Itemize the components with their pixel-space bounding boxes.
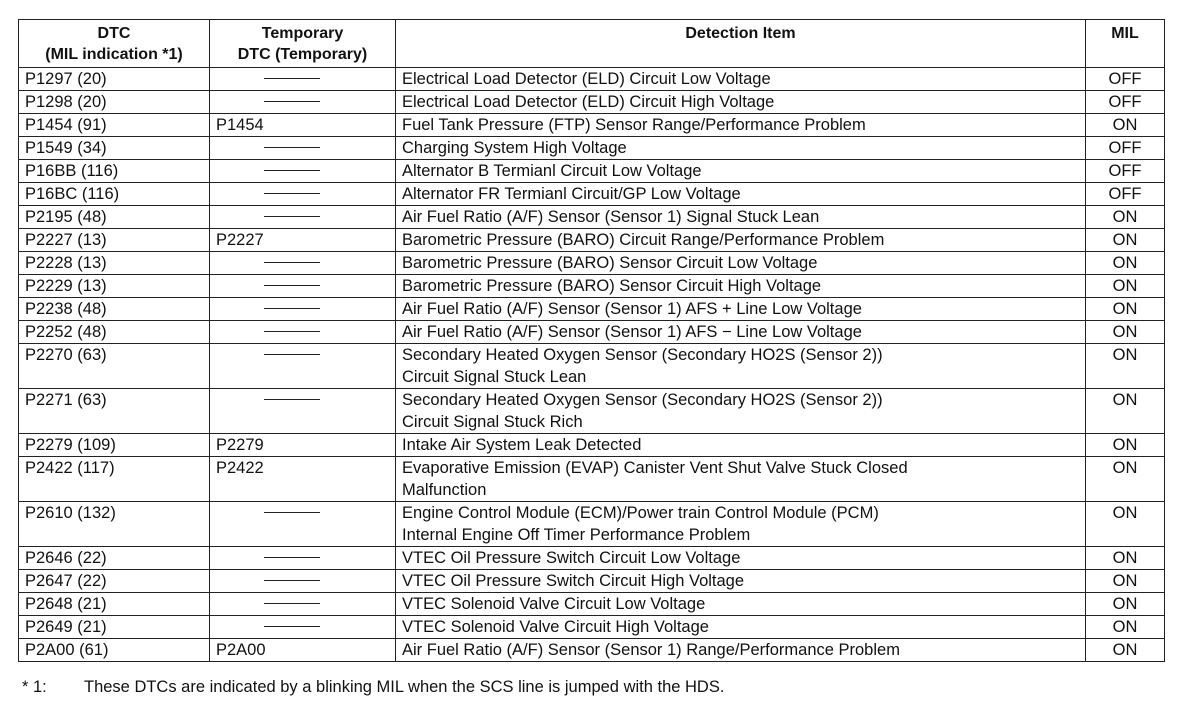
no-temporary-dash [264,354,320,355]
no-temporary-dash [264,580,320,581]
dtc-table [18,19,1165,662]
mil-status-cell: ON [1086,639,1165,662]
temporary-dtc-cell [210,593,396,616]
header-dtc [19,20,210,68]
table-header-row [19,20,1165,68]
detection-item-line1: Electrical Load Detector (ELD) Circuit High Voltage [402,93,775,111]
table-row [19,137,1165,160]
temporary-dtc-cell [210,275,396,298]
dtc-code-cell: P2270 (63) [19,344,210,389]
no-temporary-dash [264,216,320,217]
table-row [19,275,1165,298]
detection-item-line1: Air Fuel Ratio (A/F) Sensor (Sensor 1) AFS + Line Low Voltage [402,300,862,318]
mil-status-cell: ON [1086,229,1165,252]
mil-status-cell: ON [1086,321,1165,344]
dtc-code-cell: P2648 (21) [19,593,210,616]
detection-item-line1: Charging System High Voltage [402,139,627,157]
no-temporary-dash [264,170,320,171]
detection-item-line1: Secondary Heated Oxygen Sensor (Secondary HO2S (Sensor 2)) [402,346,883,364]
temporary-dtc-cell [210,344,396,389]
mil-status-cell: ON [1086,114,1165,137]
table-row [19,570,1165,593]
mil-status-cell: ON [1086,593,1165,616]
mil-status-cell: ON [1086,502,1165,547]
detection-item-cell [396,275,1086,298]
mil-status-cell: OFF [1086,183,1165,206]
temporary-dtc-cell [210,206,396,229]
dtc-code-cell: P16BB (116) [19,160,210,183]
temporary-dtc-cell [210,502,396,547]
dtc-code-cell: P2A00 (61) [19,639,210,662]
temporary-dtc-cell: P2A00 [210,639,396,662]
header-dtc-line1: DTC [97,25,131,42]
dtc-code-cell: P2649 (21) [19,616,210,639]
no-temporary-dash [264,101,320,102]
mil-status-cell: ON [1086,252,1165,275]
table-row [19,206,1165,229]
detection-item-line1: Air Fuel Ratio (A/F) Sensor (Sensor 1) AFS − Line Low Voltage [402,323,862,341]
detection-item-line1: Intake Air System Leak Detected [402,436,642,454]
dtc-code-cell: P2271 (63) [19,389,210,434]
mil-status-cell: OFF [1086,91,1165,114]
table-row [19,502,1165,547]
detection-item-cell [396,114,1086,137]
temporary-dtc-cell: P1454 [210,114,396,137]
detection-item-line1: VTEC Solenoid Valve Circuit Low Voltage [402,595,706,613]
footnote [22,676,724,698]
temporary-dtc-cell [210,160,396,183]
dtc-code-cell: P2279 (109) [19,434,210,457]
no-temporary-dash [264,308,320,309]
detection-item-line2: Circuit Signal Stuck Rich [402,413,583,431]
detection-item-line1: VTEC Oil Pressure Switch Circuit Low Voltage [402,549,741,567]
temporary-dtc-cell [210,68,396,91]
detection-item-line2: Circuit Signal Stuck Lean [402,368,587,386]
temporary-dtc-cell: P2227 [210,229,396,252]
header-detection-item: Detection Item [396,20,1086,68]
footnote-text: These DTCs are indicated by a blinking MIL when the SCS line is jumped with the HDS. [84,678,725,696]
detection-item-cell [396,616,1086,639]
table-row [19,593,1165,616]
detection-item-cell [396,570,1086,593]
no-temporary-dash [264,626,320,627]
mil-status-cell: ON [1086,616,1165,639]
detection-item-line1: Alternator FR Termianl Circuit/GP Low Voltage [402,185,741,203]
dtc-code-cell: P1297 (20) [19,68,210,91]
dtc-code-cell: P1549 (34) [19,137,210,160]
table-row [19,183,1165,206]
detection-item-cell [396,160,1086,183]
temporary-dtc-cell: P2422 [210,457,396,502]
dtc-code-cell: P2238 (48) [19,298,210,321]
no-temporary-dash [264,512,320,513]
no-temporary-dash [264,399,320,400]
detection-item-cell [396,344,1086,389]
temporary-dtc-cell [210,616,396,639]
table-row [19,434,1165,457]
no-temporary-dash [264,78,320,79]
dtc-code-cell: P2252 (48) [19,321,210,344]
table-row [19,547,1165,570]
table-row [19,298,1165,321]
temporary-dtc-cell [210,137,396,160]
detection-item-line1: VTEC Oil Pressure Switch Circuit High Voltage [402,572,745,590]
dtc-code-cell: P2228 (13) [19,252,210,275]
detection-item-line2: Malfunction [402,481,487,499]
temporary-dtc-cell [210,570,396,593]
detection-item-cell [396,298,1086,321]
detection-item-cell [396,91,1086,114]
no-temporary-dash [264,331,320,332]
table-row [19,344,1165,389]
no-temporary-dash [264,557,320,558]
detection-item-line1: Fuel Tank Pressure (FTP) Sensor Range/Performance Problem [402,116,866,134]
detection-item-line1: Alternator B Termianl Circuit Low Voltage [402,162,702,180]
table-row [19,389,1165,434]
mil-status-cell: ON [1086,344,1165,389]
mil-status-cell: ON [1086,570,1165,593]
mil-status-cell: ON [1086,389,1165,434]
table-row [19,68,1165,91]
table-body [19,68,1165,662]
temporary-dtc-cell [210,389,396,434]
no-temporary-dash [264,603,320,604]
temporary-dtc-cell [210,252,396,275]
table-row [19,252,1165,275]
detection-item-cell [396,593,1086,616]
table-row [19,616,1165,639]
detection-item-line1: Engine Control Module (ECM)/Power train Control Module (PCM) [402,504,879,522]
table-row [19,160,1165,183]
dtc-code-cell: P16BC (116) [19,183,210,206]
temporary-dtc-cell [210,547,396,570]
detection-item-line2: Internal Engine Off Timer Performance Problem [402,526,751,544]
dtc-code-cell: P2610 (132) [19,502,210,547]
table-row [19,321,1165,344]
detection-item-cell [396,321,1086,344]
detection-item-line1: Barometric Pressure (BARO) Sensor Circuit High Voltage [402,277,822,295]
detection-item-cell [396,457,1086,502]
detection-item-line1: Air Fuel Ratio (A/F) Sensor (Sensor 1) Signal Stuck Lean [402,208,820,226]
temporary-dtc-cell [210,91,396,114]
dtc-code-cell: P2422 (117) [19,457,210,502]
dtc-code-cell: P1298 (20) [19,91,210,114]
detection-item-cell [396,547,1086,570]
dtc-code-cell: P1454 (91) [19,114,210,137]
table-row [19,639,1165,662]
dtc-code-cell: P2646 (22) [19,547,210,570]
header-temporary [210,20,396,68]
temporary-dtc-cell [210,298,396,321]
table-row [19,114,1165,137]
header-mil: MIL [1086,20,1165,68]
temporary-dtc-cell [210,183,396,206]
temporary-dtc-cell [210,321,396,344]
table-row [19,229,1165,252]
detection-item-line1: Secondary Heated Oxygen Sensor (Secondary HO2S (Sensor 2)) [402,391,883,409]
detection-item-line1: Electrical Load Detector (ELD) Circuit Low Voltage [402,70,771,88]
mil-status-cell: ON [1086,457,1165,502]
no-temporary-dash [264,262,320,263]
dtc-document [18,19,1164,662]
mil-status-cell: OFF [1086,68,1165,91]
dtc-code-cell: P2647 (22) [19,570,210,593]
detection-item-cell [396,137,1086,160]
detection-item-cell [396,229,1086,252]
header-temp-line2: DTC (Temporary) [237,46,368,63]
footnote-mark: * 1: [22,678,47,696]
detection-item-cell [396,389,1086,434]
detection-item-line1: VTEC Solenoid Valve Circuit High Voltage [402,618,709,636]
detection-item-line1: Evaporative Emission (EVAP) Canister Vent Shut Valve Stuck Closed [402,459,908,477]
dtc-code-cell: P2229 (13) [19,275,210,298]
mil-status-cell: ON [1086,206,1165,229]
detection-item-cell [396,183,1086,206]
dtc-code-cell: P2195 (48) [19,206,210,229]
detection-item-cell [396,206,1086,229]
table-row [19,91,1165,114]
detection-item-cell [396,639,1086,662]
mil-status-cell: ON [1086,434,1165,457]
detection-item-line1: Barometric Pressure (BARO) Sensor Circuit Low Voltage [402,254,818,272]
mil-status-cell: ON [1086,547,1165,570]
temporary-dtc-cell: P2279 [210,434,396,457]
dtc-code-cell: P2227 (13) [19,229,210,252]
no-temporary-dash [264,285,320,286]
detection-item-cell [396,502,1086,547]
no-temporary-dash [264,193,320,194]
table-row [19,457,1165,502]
header-dtc-line2: (MIL indication *1) [45,46,183,63]
detection-item-line1: Barometric Pressure (BARO) Circuit Range/Performance Problem [402,231,885,249]
header-temp-line1: Temporary [261,25,344,42]
mil-status-cell: ON [1086,275,1165,298]
mil-status-cell: OFF [1086,137,1165,160]
no-temporary-dash [264,147,320,148]
detection-item-cell [396,434,1086,457]
detection-item-cell [396,252,1086,275]
mil-status-cell: OFF [1086,160,1165,183]
mil-status-cell: ON [1086,298,1165,321]
detection-item-line1: Air Fuel Ratio (A/F) Sensor (Sensor 1) Range/Performance Problem [402,641,900,659]
detection-item-cell [396,68,1086,91]
